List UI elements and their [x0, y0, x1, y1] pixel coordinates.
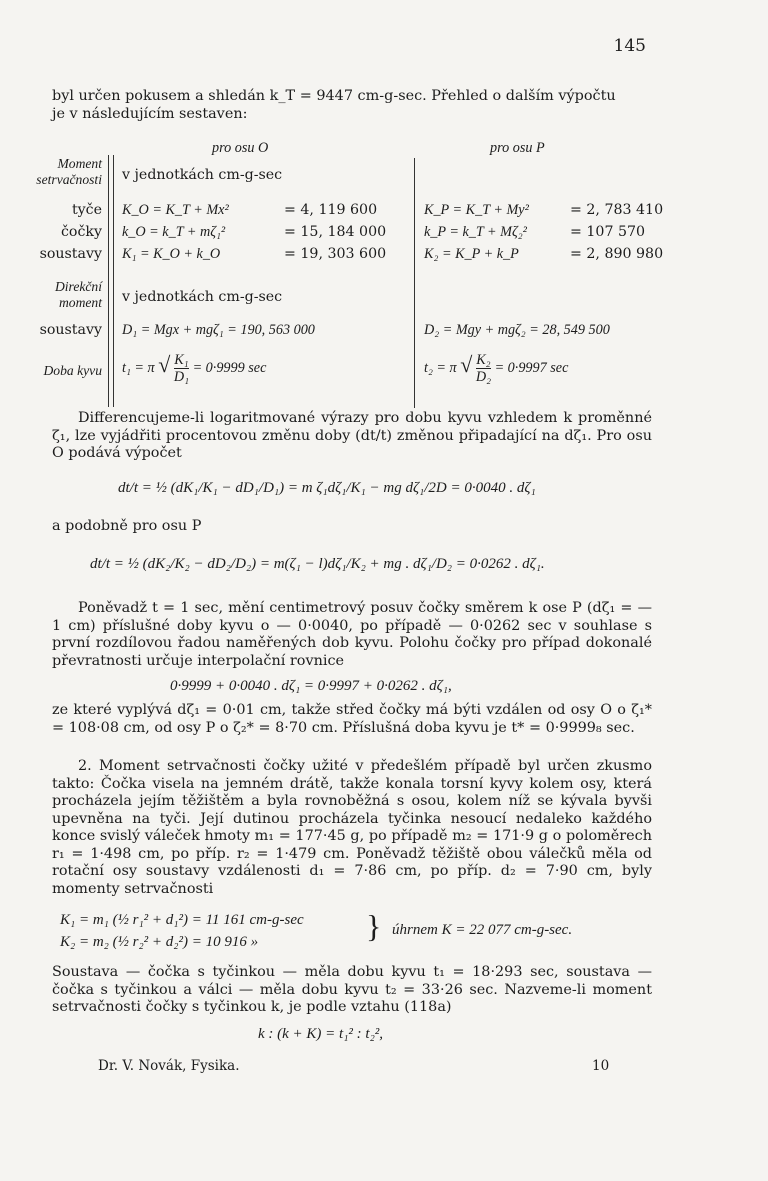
- header-axis-o: pro osu O: [212, 140, 269, 156]
- period-o-rhs: = 0·9999 sec: [192, 360, 267, 376]
- sqrt-icon: √: [158, 352, 171, 377]
- units-inertia: v jednotkách cm-g-sec: [122, 167, 283, 183]
- period-o-den: D₁: [173, 369, 190, 386]
- inertia-o-formula-3: K₁ = K_O + k_O: [122, 246, 221, 262]
- label-doba-kyvu: Doba kyvu: [43, 363, 102, 378]
- equation-k2: K₂ = m₂ (½ r₂² + d₂²) = 10 916 »: [60, 934, 259, 950]
- row-label-soustavy: soustavy: [39, 246, 102, 262]
- paragraph-moment-setrvacnosti: 2. Moment setrvačnosti čočky užité v předešlém případě byl určen zkusmo takto: Čočka visela na jemném drátě, takže konala torsní kyvy kolem osy, která procházela jejím těžištěm a byla rovnoběžná s osou, kolem níž se kývala byvši upevněna na tyči. Její dutinou procházela tyčinka nesoucí nedaleko každého konce svislý váleček hmoty m₁ = 177·45 g, po případě m₂ = 171·9 g o poloměrech r₁ = 1·498 cm, po příp. r₂ = 1·479 cm. Poněvadž těžiště obou válečků měla od rotační osy soustavy vzdálenosti d₁ = 7·86 cm, po příp. d₂ = 7·90 cm, byly momenty setrvačnosti: [52, 758, 652, 897]
- period-o-lhs: t₁ = π: [122, 360, 155, 376]
- inertia-p-formula-1: K_P = K_T + My²: [424, 202, 529, 218]
- inertia-p-value-2: = 107 570: [570, 224, 646, 240]
- row-label-tyce: tyče: [71, 202, 102, 218]
- inertia-o-value-2: = 15, 184 000: [284, 224, 387, 240]
- equation-ratio: k : (k + K) = t₁² : t₂²,: [258, 1026, 384, 1042]
- row-label-direct-soustavy: soustavy: [39, 322, 102, 338]
- inertia-o-value-3: = 19, 303 600: [284, 246, 387, 262]
- paragraph-ponevadz: Poněvadž t = 1 sec, mění centimetrový posuv čočky směrem k ose P (dζ₁ = — 1 cm) příslušné doby kyvu o — 0·0040, po případě — 0·0262 sec v souhlase s první rozdílovou řadou naměřených dob kyvu. Polohu čočky pro případ dokonalé převratnosti určuje interpolační rovnice: [52, 600, 652, 669]
- paragraph-soustava: Soustava — čočka s tyčinkou — měla dobu kyvu t₁ = 18·293 sec, soustava — čočka s tyčinkou a válci — měla dobu kyvu t₂ = 33·26 sec. Nazveme-li moment setrvačnosti čočky s tyčinkou k, je podle vztahu (118a): [52, 964, 652, 1015]
- footer-author: Dr. V. Novák, Fysika.: [98, 1058, 240, 1074]
- equation-k1: K₁ = m₁ (½ r₁² + d₁²) = 11 161 cm-g-sec: [60, 912, 304, 928]
- period-o: [122, 352, 266, 385]
- inertia-o-formula-1: K_O = K_T + Mx²: [122, 202, 229, 218]
- sqrt-icon: √: [460, 352, 473, 377]
- inertia-p-formula-2: k_P = k_T + Mζ₂²: [424, 224, 527, 240]
- paragraph-differencujeme: Differencujeme-li logaritmované výrazy pro dobu kyvu vzhledem k proměnné ζ₁, lze vyjádřiti procentovou změnu doby (dt/t) změnou připadající na dζ₁. Pro osu O podává výpočet: [52, 410, 652, 461]
- direct-o-formula: D₁ = Mgx + mgζ₁ = 190, 563 000: [122, 322, 315, 338]
- inertia-p-value-1: = 2, 783 410: [570, 202, 664, 218]
- equation-axis-o: dt/t = ½ (dK₁/K₁ − dD₁/D₁) = m ζ₁dζ₁/K₁ − mg dζ₁/2D = 0·0040 . dζ₁: [118, 480, 536, 496]
- period-p-rhs: = 0·9997 sec: [494, 360, 569, 376]
- inertia-o-formula-2: k_O = k_T + mζ₁²: [122, 224, 226, 240]
- label-moment: Moment: [57, 156, 102, 171]
- period-p-den: D₂: [475, 369, 492, 386]
- paragraph-podobne: a podobně pro osu P: [52, 518, 202, 534]
- label-setrvacnosti: setrvačnosti: [36, 172, 102, 187]
- period-p-fraction: [476, 352, 491, 385]
- equation-axis-p: dt/t = ½ (dK₂/K₂ − dD₂/D₂) = m(ζ₁ − l)dζ₁/K₂ + mg . dζ₁/D₂ = 0·0262 . dζ₁.: [90, 556, 545, 572]
- direct-p-formula: D₂ = Mgy + mgζ₂ = 28, 549 500: [424, 322, 610, 338]
- equation-total: úhrnem K = 22 077 cm-g-sec.: [392, 922, 573, 938]
- equation-interpolation: 0·9999 + 0·0040 . dζ₁ = 0·9997 + 0·0262 . dζ₁,: [170, 678, 452, 694]
- brace-icon: }: [366, 908, 382, 944]
- inertia-o-value-1: = 4, 119 600: [284, 202, 378, 218]
- footer-sheet-number: 10: [592, 1058, 610, 1074]
- period-o-fraction: [174, 352, 189, 385]
- period-o-num: K₁: [174, 352, 189, 369]
- label-direkcni: Direkční: [54, 279, 102, 294]
- intro-line-1: byl určen pokusem a shledán k_T = 9447 cm-g-sec. Přehled o dalším výpočtu: [52, 88, 616, 104]
- header-axis-p: pro osu P: [490, 140, 545, 156]
- row-label-cocky: čočky: [60, 224, 102, 240]
- inertia-p-value-3: = 2, 890 980: [570, 246, 664, 262]
- period-p-lhs: t₂ = π: [424, 360, 457, 376]
- table-center-rule: [414, 158, 415, 408]
- intro-line-2: je v následujícím sestaven:: [52, 106, 248, 122]
- paragraph-vyplyva: ze které vyplývá dζ₁ = 0·01 cm, takže střed čočky má býti vzdálen od osy O o ζ₁* = 108·08 cm, od osy P o ζ₂* = 8·70 cm. Příslušná doba kyvu je t* = 0·9999₈ sec.: [52, 702, 652, 736]
- label-moment-2: moment: [58, 295, 102, 310]
- page-number: 145: [613, 36, 646, 56]
- table-double-rule: [108, 155, 114, 407]
- period-p-num: K₂: [476, 352, 491, 369]
- inertia-p-formula-3: K₂ = K_P + k_P: [424, 246, 519, 262]
- period-p: [424, 352, 568, 385]
- units-direct: v jednotkách cm-g-sec: [122, 289, 283, 305]
